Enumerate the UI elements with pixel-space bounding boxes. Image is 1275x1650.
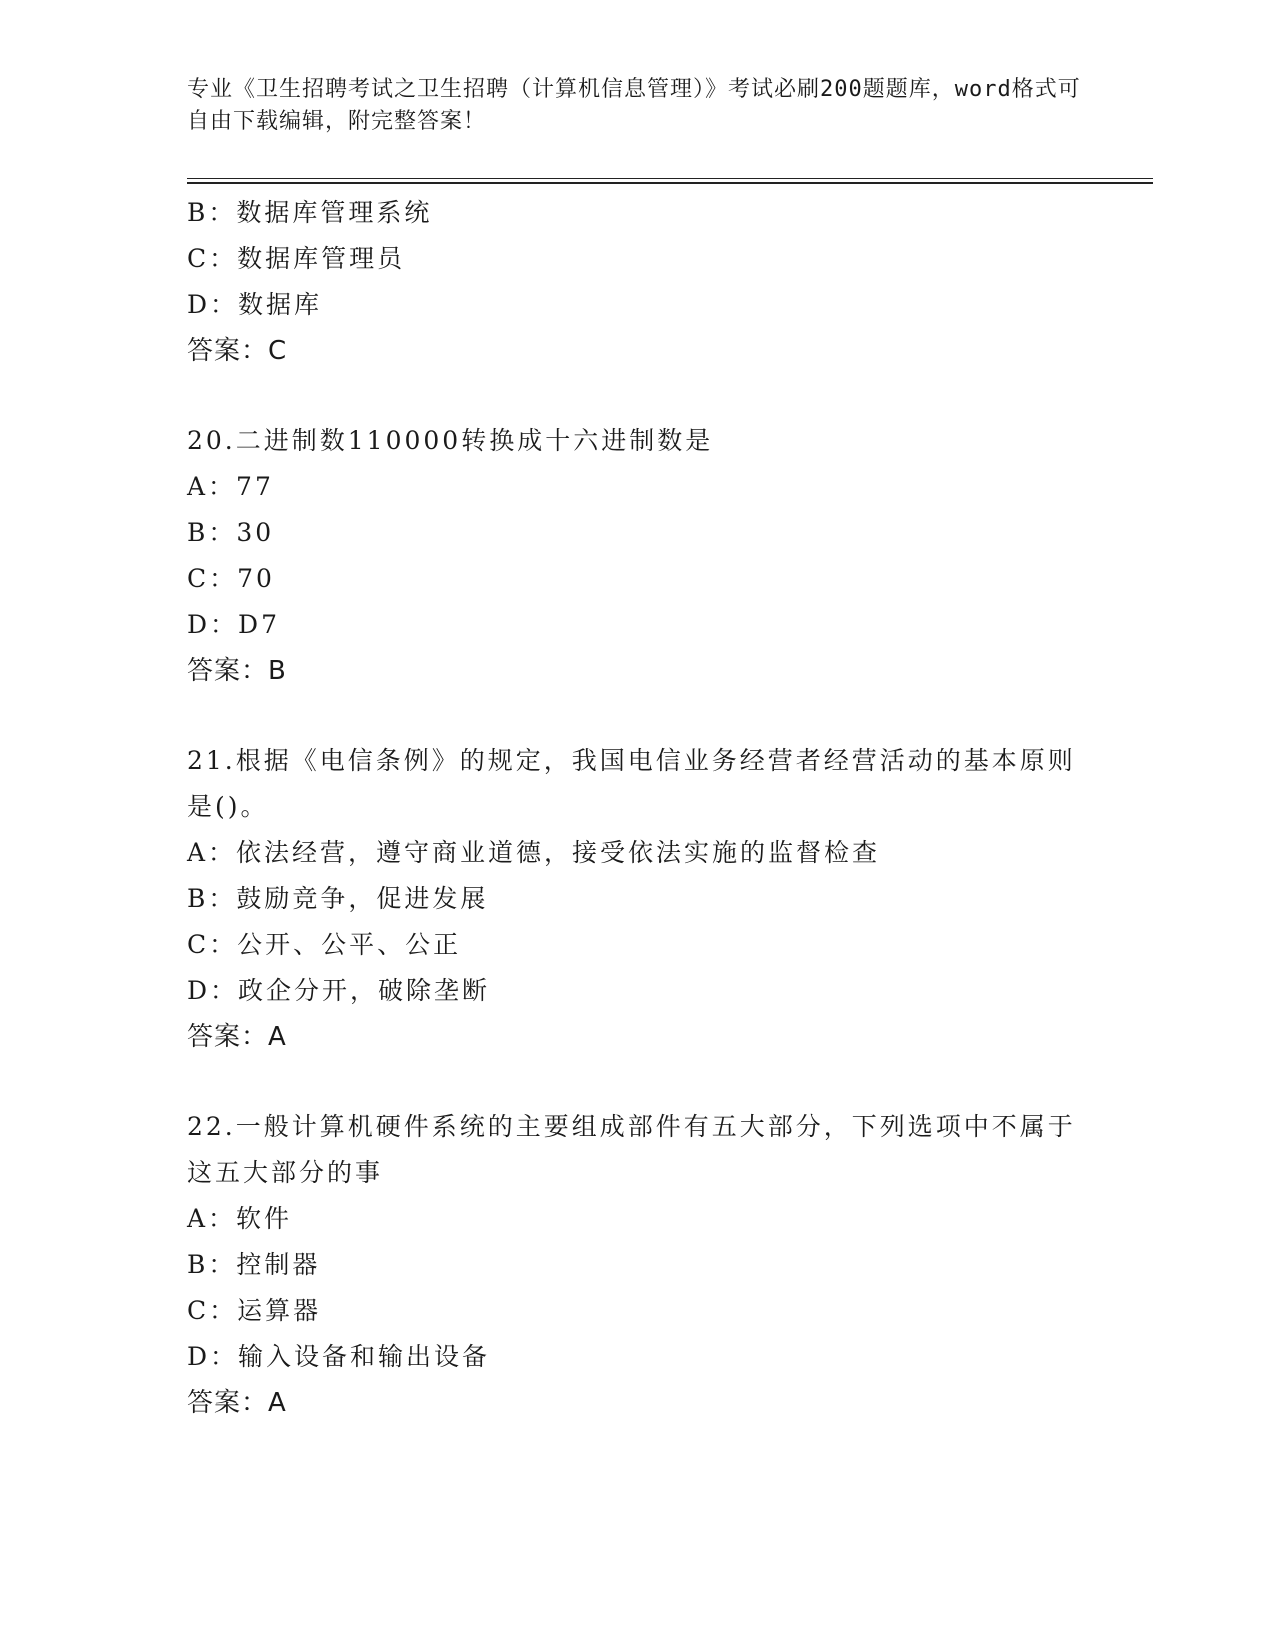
question-list <box>187 190 1087 1426</box>
option-c: C：公开、公平、公正 <box>187 930 462 959</box>
option-c: C：70 <box>187 564 275 593</box>
question-block-20 <box>187 418 1087 694</box>
answer-label: 答案：A <box>187 1388 287 1418</box>
option-b: B：控制器 <box>187 1250 321 1279</box>
option-a: A：依法经营，遵守商业道德，接受依法实施的监督检查 <box>187 838 881 867</box>
option-d: D：输入设备和输出设备 <box>187 1342 491 1371</box>
option-c: C：数据库管理员 <box>187 244 406 273</box>
question-block-19 <box>187 190 1087 374</box>
document-header: 专业《卫生招聘考试之卫生招聘（计算机信息管理）》考试必刷200题题库，word格式可自由下载编辑，附完整答案！ <box>187 77 1081 134</box>
option-b: B：数据库管理系统 <box>187 198 433 227</box>
option-c: C：运算器 <box>187 1296 322 1325</box>
question-block-21 <box>187 738 1087 1060</box>
option-a: A：软件 <box>187 1204 293 1233</box>
header-divider-thin <box>187 178 1153 179</box>
answer-label: 答案：C <box>187 336 288 366</box>
answer-label: 答案：B <box>187 656 287 686</box>
spacer <box>187 694 1087 738</box>
question-text: 20.二进制数110000转换成十六进制数是 <box>187 426 714 455</box>
question-block-22 <box>187 1104 1087 1426</box>
header-divider-thick <box>187 182 1153 184</box>
option-d: D：政企分开，破除垄断 <box>187 976 491 1005</box>
question-text: 21.根据《电信条例》的规定，我国电信业务经营者经营活动的基本原则是()。 <box>187 746 1076 821</box>
option-d: D：D7 <box>187 610 280 639</box>
option-d: D：数据库 <box>187 290 323 319</box>
spacer <box>187 1060 1087 1104</box>
spacer <box>187 374 1087 418</box>
option-a: A：77 <box>187 472 274 501</box>
option-b: B：30 <box>187 518 275 547</box>
question-text: 22.一般计算机硬件系统的主要组成部件有五大部分，下列选项中不属于这五大部分的事 <box>187 1112 1076 1187</box>
option-b: B：鼓励竞争，促进发展 <box>187 884 489 913</box>
answer-label: 答案：A <box>187 1022 287 1052</box>
